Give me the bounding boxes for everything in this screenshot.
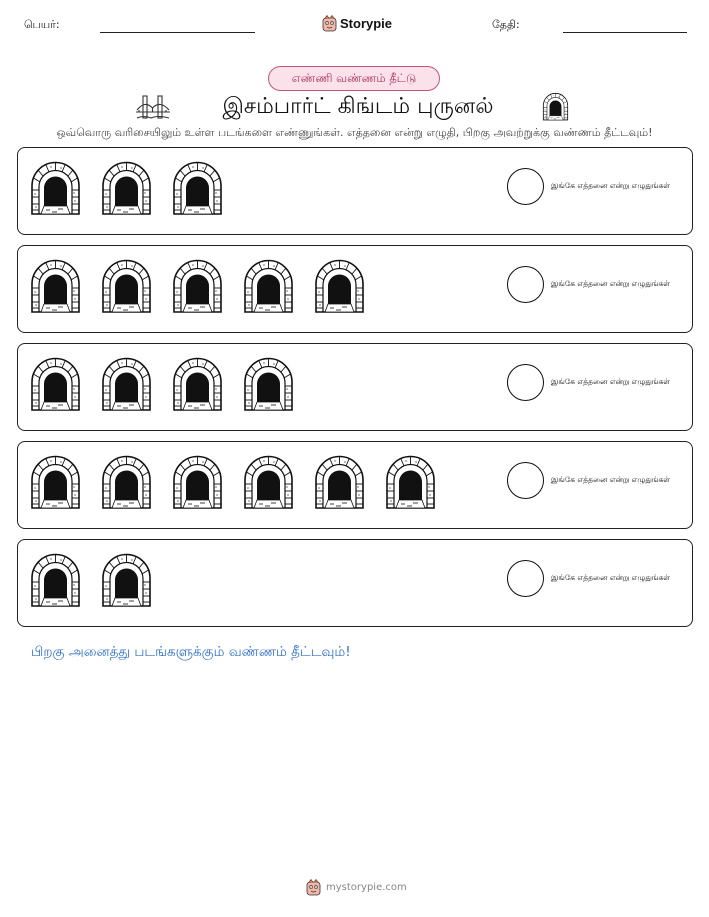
tunnel-group	[30, 454, 436, 510]
counting-row	[17, 245, 693, 333]
footer-note: பிறகு அனைத்து படங்களுக்கும் வண்ணம் தீட்டவும்!	[31, 644, 351, 660]
answer-circle[interactable]	[507, 364, 544, 401]
name-label: பெயர்:	[24, 18, 60, 31]
answer-circle[interactable]	[507, 560, 544, 597]
tunnel-icon[interactable]	[172, 454, 223, 510]
answer-hint: இங்கே எத்தனை என்று எழுதுங்கள்	[551, 475, 671, 484]
tunnel-icon[interactable]	[101, 258, 152, 314]
counting-row	[17, 147, 693, 235]
answer-circle[interactable]	[507, 462, 544, 499]
tunnel-icon[interactable]	[30, 258, 81, 314]
answer-circle[interactable]	[507, 168, 544, 205]
answer-hint: இங்கே எத்தனை என்று எழுதுங்கள்	[551, 573, 671, 582]
title-row	[0, 92, 709, 122]
storypie-logo-icon	[322, 15, 337, 32]
tunnel-group	[30, 258, 365, 314]
tunnel-icon[interactable]	[243, 356, 294, 412]
site-footer	[306, 879, 407, 896]
counting-row	[17, 441, 693, 529]
tunnel-icon[interactable]	[172, 356, 223, 412]
counting-row	[17, 539, 693, 627]
worksheet-header	[0, 0, 709, 50]
tunnel-group	[30, 356, 294, 412]
answer-hint: இங்கே எத்தனை என்று எழுதுங்கள்	[551, 181, 671, 190]
tunnel-icon[interactable]	[314, 454, 365, 510]
tunnel-group	[30, 160, 223, 216]
answer-circle[interactable]	[507, 266, 544, 303]
tunnel-icon[interactable]	[101, 552, 152, 608]
storypie-logo-icon	[306, 879, 321, 896]
tunnel-icon[interactable]	[243, 454, 294, 510]
counting-row	[17, 343, 693, 431]
tunnel-group	[30, 552, 152, 608]
site-url: mystorypie.com	[326, 882, 407, 893]
date-write-line[interactable]	[563, 32, 687, 33]
tunnel-icon[interactable]	[30, 552, 81, 608]
tunnel-icon[interactable]	[243, 258, 294, 314]
name-write-line[interactable]	[100, 32, 255, 33]
tunnel-icon[interactable]	[30, 160, 81, 216]
tunnel-icon[interactable]	[314, 258, 365, 314]
brand-name: Storypie	[340, 15, 393, 31]
page-title: இசம்பார்ட் கிங்டம் புருனல்	[222, 94, 494, 119]
answer-hint: இங்கே எத்தனை என்று எழுதுங்கள்	[551, 279, 671, 288]
tunnel-icon[interactable]	[101, 356, 152, 412]
answer-hint: இங்கே எத்தனை என்று எழுதுங்கள்	[551, 377, 671, 386]
counting-rows	[17, 147, 693, 637]
tunnel-icon[interactable]	[101, 160, 152, 216]
tunnel-icon[interactable]	[30, 356, 81, 412]
brand	[322, 12, 392, 34]
tunnel-icon[interactable]	[172, 160, 223, 216]
tunnel-icon[interactable]	[30, 454, 81, 510]
bridge-icon	[136, 94, 170, 120]
tunnel-icon[interactable]	[385, 454, 436, 510]
instructions: ஒவ்வொரு வரிசையிலும் உள்ள படங்களை எண்ணுங்கள். எத்தனை என்று எழுதி, பிறகு அவற்றுக்கு வண்ணம் தீட்டவும்!	[56, 126, 653, 139]
activity-badge: எண்ணி வண்ணம் தீட்டு	[268, 66, 440, 91]
tunnel-icon[interactable]	[172, 258, 223, 314]
date-label: தேதி:	[492, 18, 520, 31]
tunnel-icon	[542, 92, 569, 121]
tunnel-icon[interactable]	[101, 454, 152, 510]
